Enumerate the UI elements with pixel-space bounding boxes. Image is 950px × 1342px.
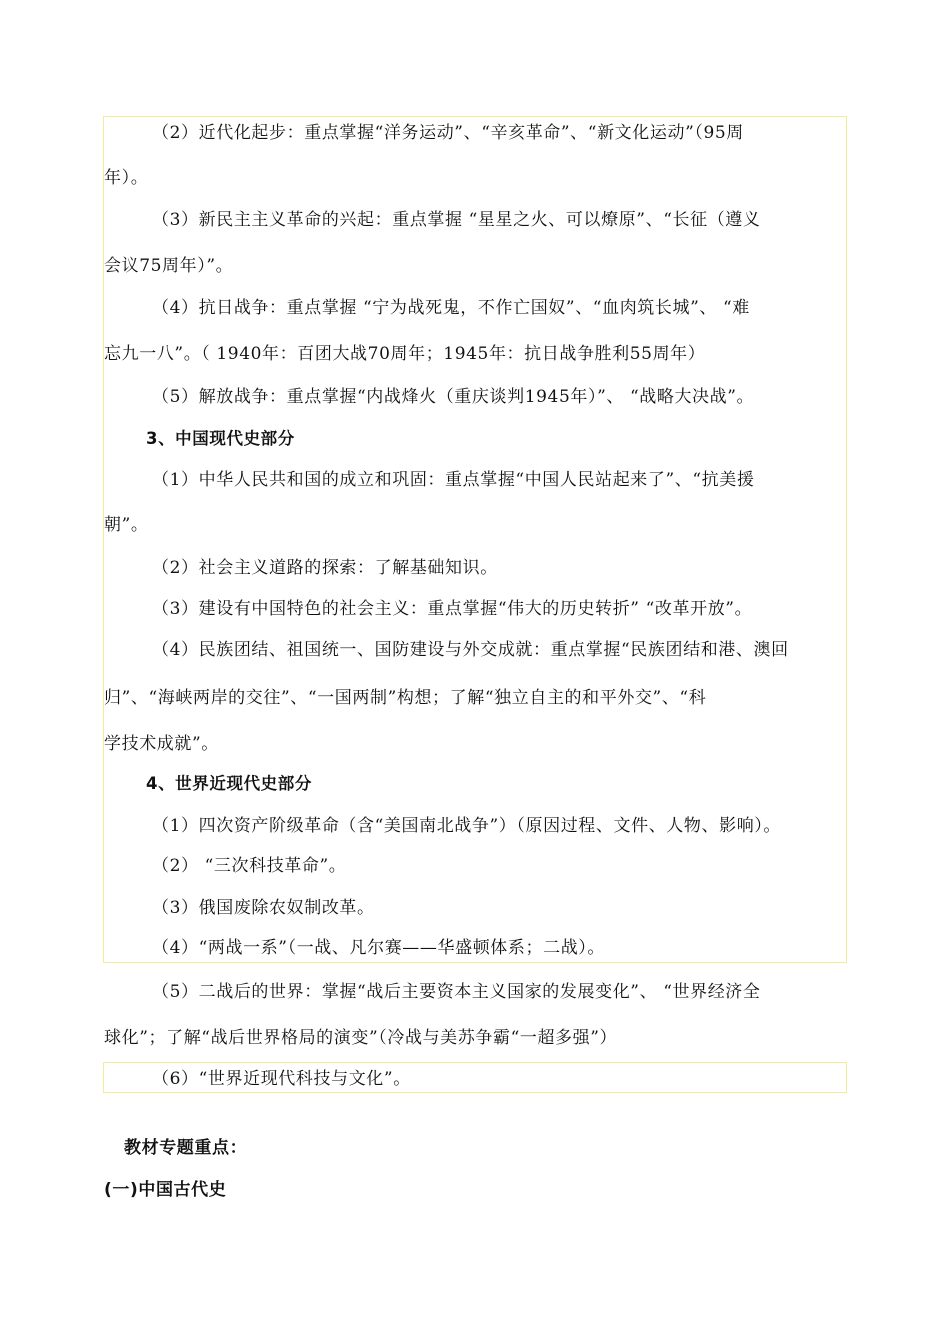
paragraph-line: 会议75周年）”。	[104, 256, 234, 276]
paragraph-line: （4）民族团结、祖国统一、国防建设与外交成就：重点掌握“民族团结和港、澳回	[152, 640, 789, 660]
paragraph-line: 年）。	[104, 168, 149, 188]
paragraph-line: （3）新民主主义革命的兴起：重点掌握 “星星之火、可以燎原”、“长征（遵义	[152, 210, 761, 230]
paragraph-line: （6）“世界近现代科技与文化”。	[152, 1069, 411, 1089]
paragraph-line: （2） “三次科技革命”。	[152, 856, 347, 876]
paragraph-line: （2）社会主义道路的探索：了解基础知识。	[152, 558, 498, 578]
paragraph-line: （5）二战后的世界：掌握“战后主要资本主义国家的发展变化”、 “世界经济全	[152, 982, 761, 1002]
paragraph-line: 球化”；了解“战后世界格局的演变”（冷战与美苏争霸“一超多强”）	[104, 1028, 618, 1048]
paragraph-line: 归”、“海峡两岸的交往”、“一国两制”构想；了解“独立自主的和平外交”、“科	[104, 688, 707, 708]
paragraph-line: 学技术成就”。	[104, 734, 219, 754]
paragraph-line: （3）建设有中国特色的社会主义：重点掌握“伟大的历史转折” “改革开放”。	[152, 599, 753, 619]
paragraph-line: （3）俄国废除农奴制改革。	[152, 898, 375, 918]
paragraph-line: （2）近代化起步：重点掌握“洋务运动”、“辛亥革命”、“新文化运动”（95周	[152, 123, 744, 143]
paragraph-line: （1）四次资产阶级革命（含“美国南北战争”）（原因过程、文件、人物、影响）。	[152, 816, 781, 836]
paragraph-line: 朝”。	[104, 515, 149, 535]
paragraph-line: （1）中华人民共和国的成立和巩固：重点掌握“中国人民站起来了”、“抗美援	[152, 470, 755, 490]
paragraph-line: （4）“两战一系”（一战、凡尔赛——华盛顿体系；二战）。	[152, 938, 605, 958]
section-heading: 3、中国现代史部分	[146, 429, 295, 448]
paragraph-line: （4）抗日战争：重点掌握 “宁为战死鬼，不作亡国奴”、“血肉筑长城”、 “难	[152, 298, 750, 318]
section-heading: 教材专题重点：	[124, 1138, 248, 1158]
paragraph-line: （5）解放战争：重点掌握“内战烽火（重庆谈判1945年）”、 “战略大决战”。	[152, 387, 755, 407]
paragraph-line: 忘九一八”。（ 1940年：百团大战70周年；1945年：抗日战争胜利55周年）	[104, 344, 706, 364]
section-heading: 4、世界近现代史部分	[146, 774, 312, 793]
section-heading: (一)中国古代史	[104, 1180, 227, 1200]
